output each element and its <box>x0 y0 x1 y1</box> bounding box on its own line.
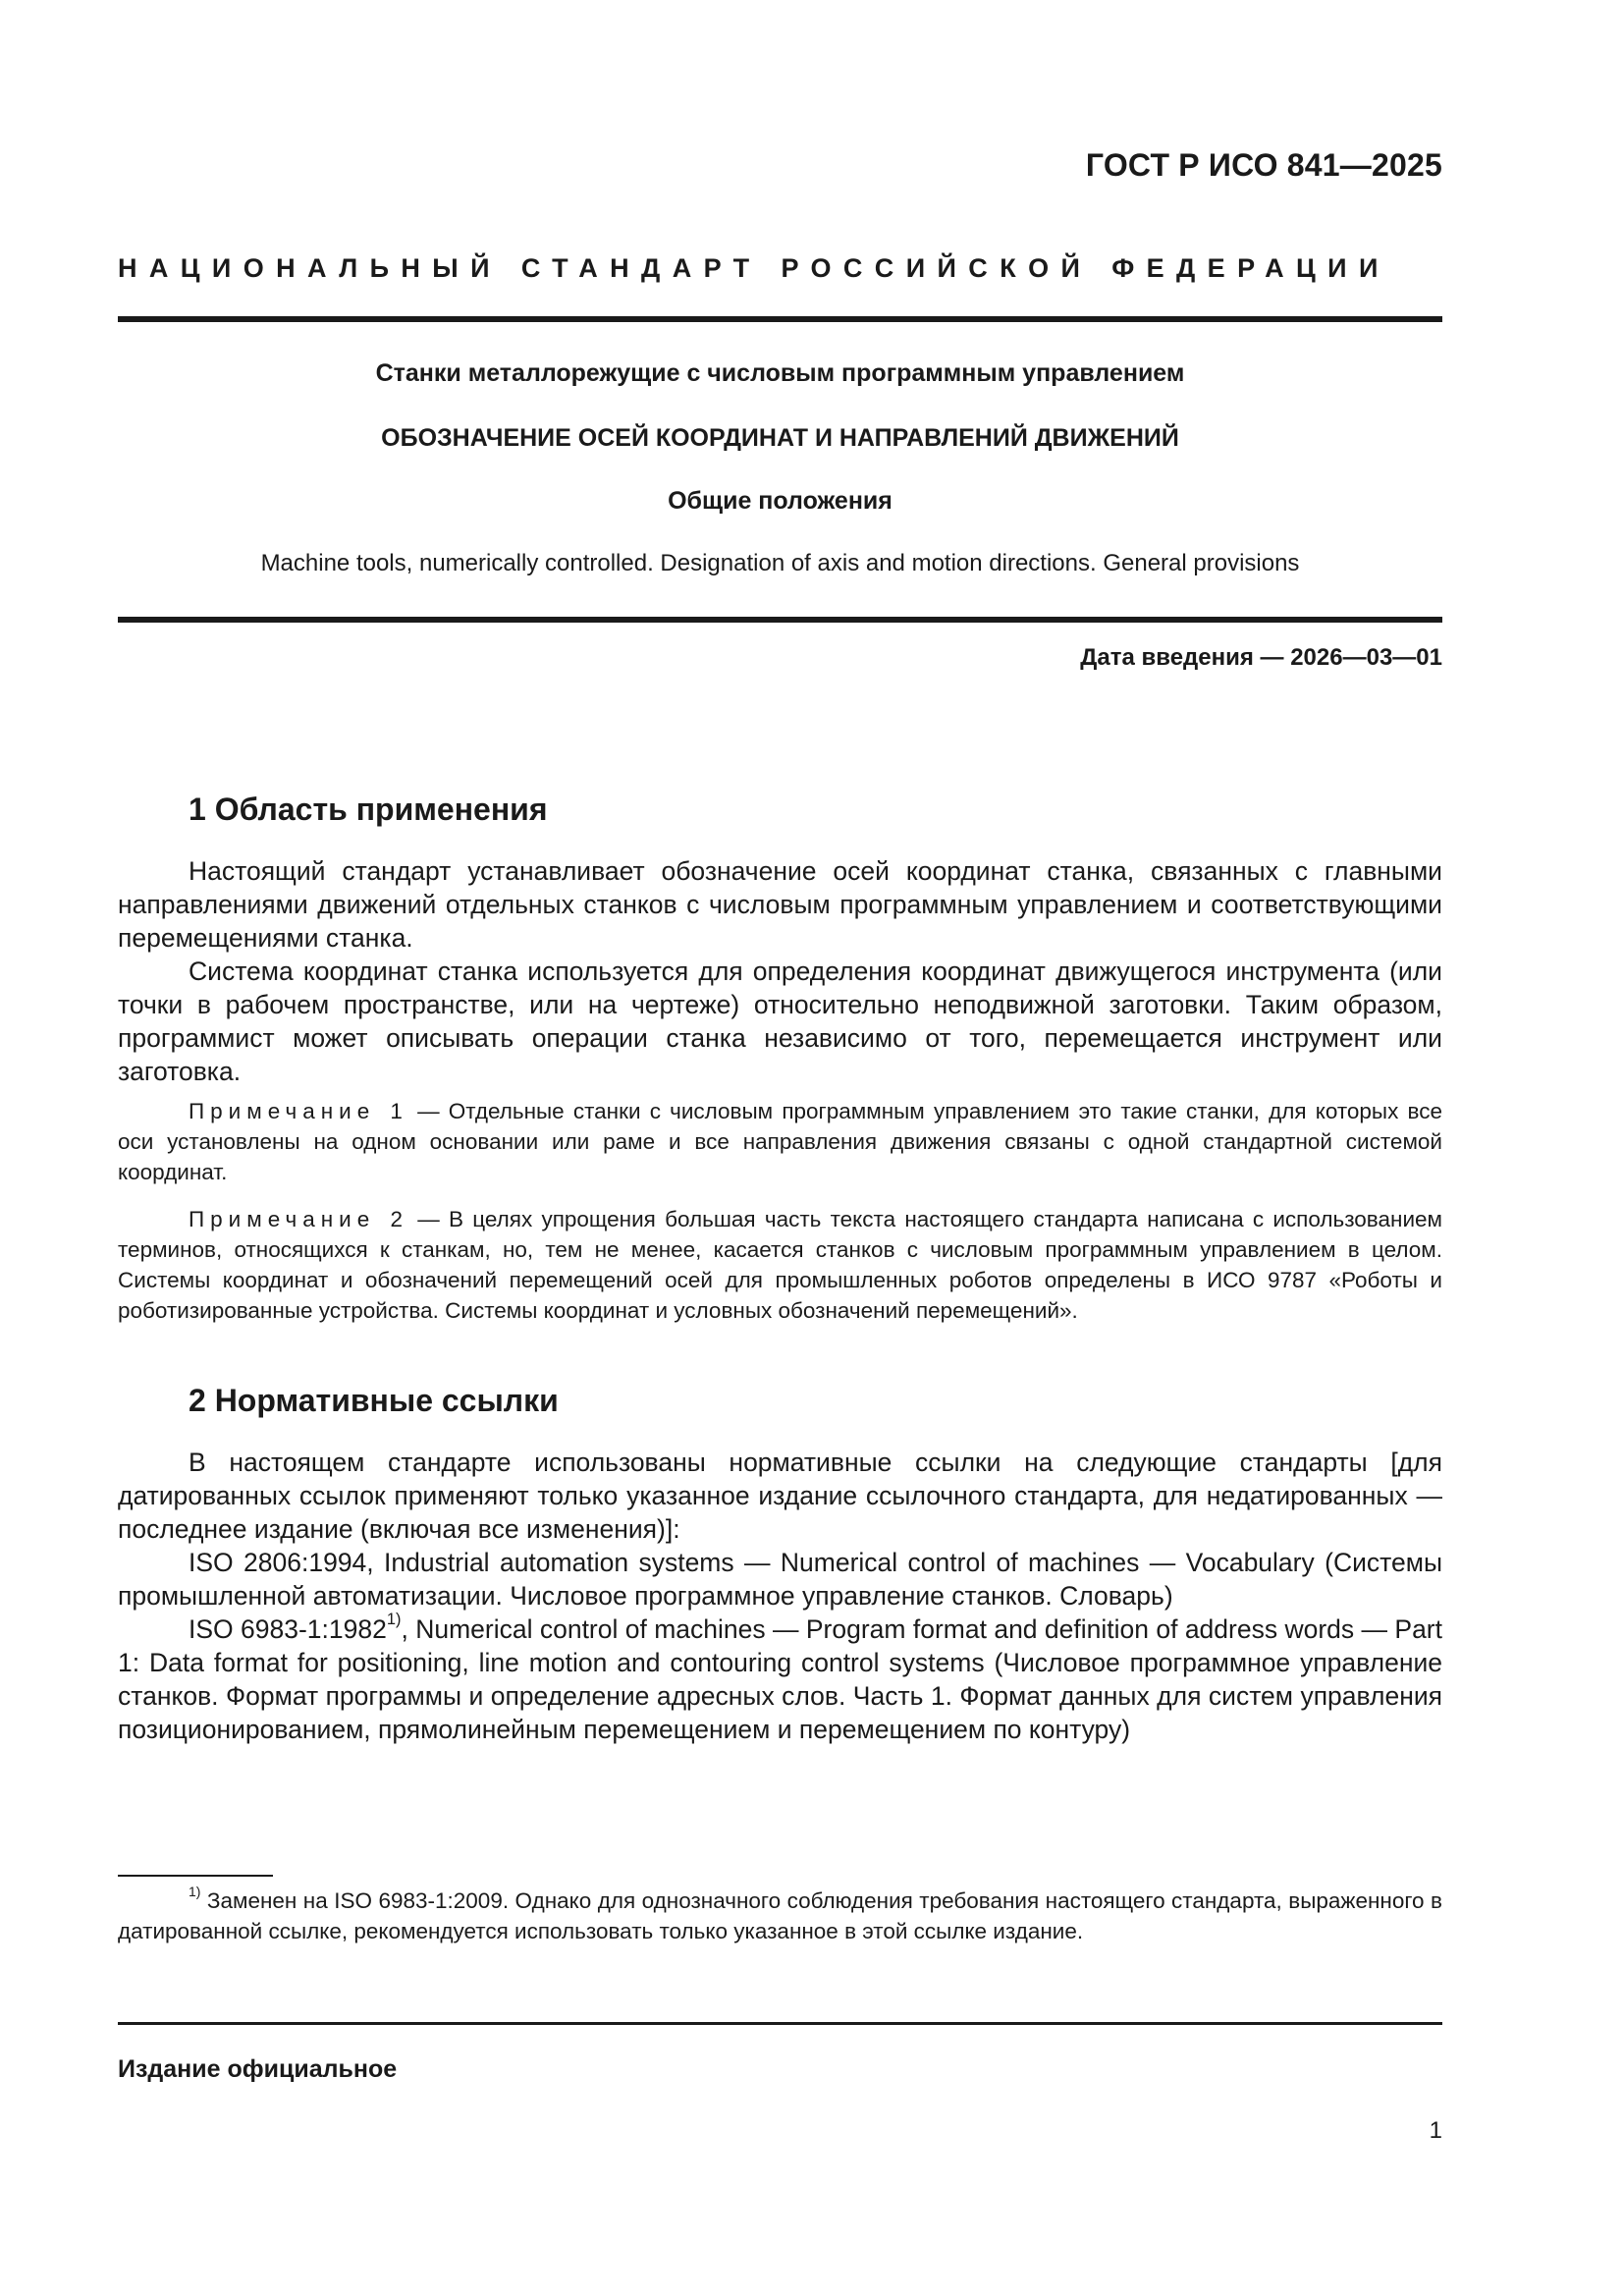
reference-iso-2806: ISO 2806:1994, Industrial automation systems — Numerical control of machines — Vocabulary (Системы промышленной автоматизации. Числовое программное управление станков. Словарь) <box>118 1548 1442 1611</box>
note-2-text: — В целях упрощения большая часть текста настоящего стандарта написана с использованием терминов, относящихся к станкам, но, тем не менее, касается станков с числовым программным управлением в целом. Системы координат и обозначений перемещений осей для промышленных роботов определены в ИСО 9787 «Роботы и роботизированные устройства. Системы координат и условных обозначений перемещений». <box>118 1207 1442 1323</box>
section-1-paragraph-1: Настоящий стандарт устанавливает обозначение осей координат станка, связанных с главными направлениями движений отдельных станков с числовым программным управлением и соответствующими перемещениями станка. <box>118 856 1442 953</box>
introduction-date: Дата введения — 2026—03—01 <box>1080 644 1442 671</box>
section-1-heading: 1 Область применения <box>189 792 548 827</box>
note-2-label: Примечание 2 <box>189 1207 408 1231</box>
footnote-divider <box>118 1875 273 1877</box>
title-line-2: ОБОЗНАЧЕНИЕ ОСЕЙ КООРДИНАТ И НАПРАВЛЕНИЙ ДВИЖЕНИЙ <box>381 424 1179 452</box>
page-number: 1 <box>1429 2117 1442 2144</box>
title-line-3: Общие положения <box>668 487 893 515</box>
footnote-number: 1) <box>189 1884 201 1900</box>
footnote-text: Заменен на ISO 6983-1:2009. Однако для однозначного соблюдения требования настоящего стандарта, выраженного в датированной ссылке, рекомендуется использовать только указанное в этой ссылке издание. <box>118 1888 1442 1943</box>
note-1-text: — Отдельные станки с числовым программным управлением это такие станки, для которых все оси установлены на одном основании или раме и все направления движения связаны с одной стандартной системой координат. <box>118 1099 1442 1184</box>
document-code: ГОСТ Р ИСО 841—2025 <box>1085 147 1442 183</box>
section-2-heading: 2 Нормативные ссылки <box>189 1383 559 1418</box>
note-2 <box>118 1204 1442 1326</box>
reference-iso-6983-code: ISO 6983-1:1982 <box>189 1614 387 1644</box>
title-divider <box>118 617 1442 623</box>
national-standard-title: НАЦИОНАЛЬНЫЙ СТАНДАРТ РОССИЙСКОЙ ФЕДЕРАЦИИ <box>118 253 1390 283</box>
title-line-1: Станки металлорежущие с числовым программным управлением <box>375 359 1185 387</box>
note-1 <box>118 1096 1442 1187</box>
footnote-mark: 1) <box>386 1611 402 1629</box>
section-2-paragraph-1: В настоящем стандарте использованы нормативные ссылки на следующие стандарты [для датированных ссылок применяют только указанное издание ссылочного стандарта, для недатированных — последнее издание (включая все изменения)]: <box>118 1448 1442 1544</box>
section-1-paragraph-2: Система координат станка используется для определения координат движущегося инструмента (или точки в рабочем пространстве, или на чертеже) относительно неподвижной заготовки. Таким образом, программист может описывать операции станка независимо от того, перемещается инструмент или заготовка. <box>118 957 1442 1086</box>
footnote <box>118 1886 1442 1946</box>
footer-divider <box>118 2022 1442 2025</box>
reference-iso-6983 <box>118 1613 1442 1746</box>
reference-iso-6983-text: , Numerical control of machines — Program format and definition of address words — Part 1: Data format for positioning, line motion and contouring control systems (Числовое программное управление станков. Формат программы и определение адресных слов. Часть 1. Формат данных для систем управления позиционированием, прямолинейным перемещением и перемещением по контуру) <box>118 1614 1442 1744</box>
edition-label: Издание официальное <box>118 2055 398 2083</box>
note-1-label: Примечание 1 <box>189 1099 408 1123</box>
section-2-body <box>118 1446 1442 1746</box>
section-1-body <box>118 854 1442 1088</box>
header-divider <box>118 316 1442 322</box>
english-title: Machine tools, numerically controlled. Designation of axis and motion directions. General provisions <box>260 550 1300 576</box>
